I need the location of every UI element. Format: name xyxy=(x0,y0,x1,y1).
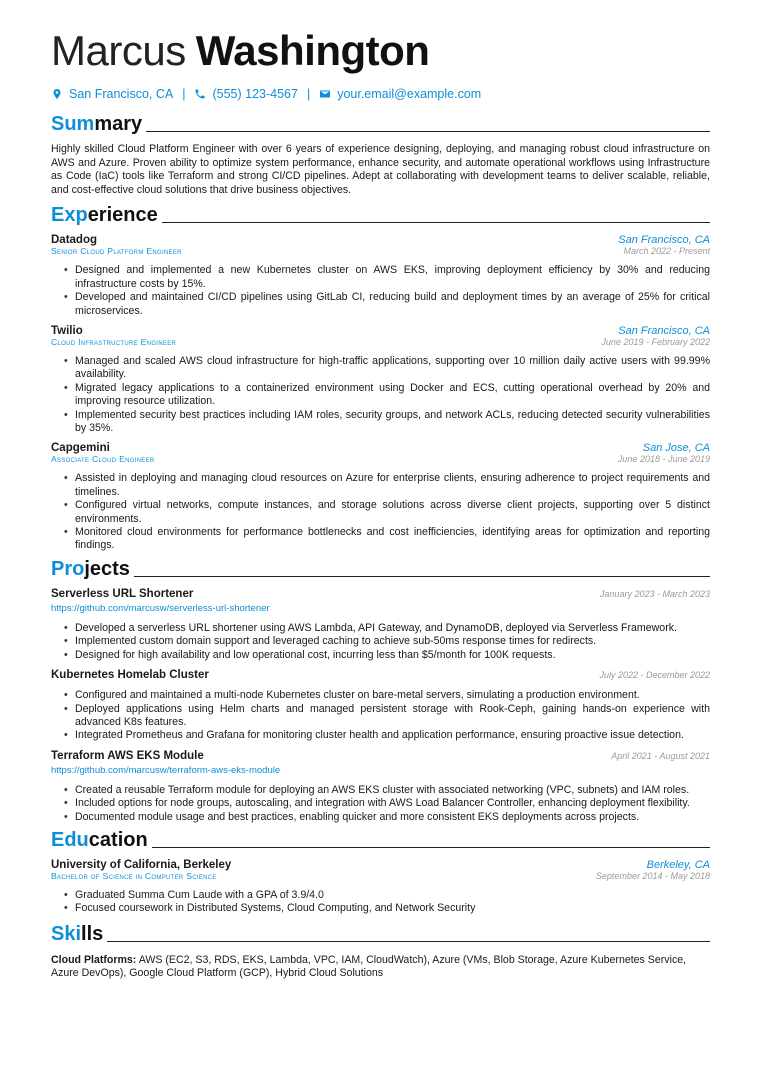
title-accent: Edu xyxy=(51,828,89,851)
job-role: Senior Cloud Platform Engineer xyxy=(51,246,182,257)
job-role: Cloud Infrastructure Engineer xyxy=(51,337,177,347)
bullet-item: • Implemented custom domain support and leveraged caching to achieve sub-50ms response times for redirects. xyxy=(75,635,710,648)
bullet-item: • Developed and maintained CI/CD pipelines using GitLab CI, reducing build and deployment times by an average of 25% for critical microservices. xyxy=(75,291,710,318)
title-rest: erience xyxy=(87,204,158,227)
contact-line xyxy=(51,86,710,102)
job-bullets xyxy=(51,264,710,318)
title-accent: Pro xyxy=(51,557,85,580)
title-accent: Ski xyxy=(51,922,82,945)
company-name: Capgemini xyxy=(51,442,110,455)
section-rule xyxy=(162,222,710,223)
bullet-item: • Included options for node groups, autoscaling, and integration with AWS Load Balancer Controller, enhancing deployment flexibility. xyxy=(75,797,710,810)
project-bullets xyxy=(51,784,710,824)
job-location: San Francisco, CA xyxy=(618,325,710,337)
job-location: San Francisco, CA xyxy=(618,234,710,247)
bullet-item: • Managed and scaled AWS cloud infrastructure for high-traffic applications, supporting over 10 million daily active users with 99.99% availability. xyxy=(75,355,710,382)
job-dates: June 2018 - June 2019 xyxy=(617,454,710,465)
location-item xyxy=(51,87,173,101)
contact-separator: | xyxy=(182,87,186,101)
project-bullets xyxy=(51,622,710,662)
education-heading xyxy=(51,828,710,852)
title-rest: mary xyxy=(94,113,143,135)
bullet-item: • Migrated legacy applications to a containerized environment using Docker and ECS, cutting operational overhead by 20% and improving resource utilization. xyxy=(75,382,710,409)
bullet-item: • Designed and implemented a new Kubernetes cluster on AWS EKS, improving deployment efficiency by 30% and reducing infrastructure costs by 15%. xyxy=(75,264,710,291)
email-link: your.email@example.com xyxy=(337,87,482,101)
job-entry xyxy=(51,325,710,435)
location-text: San Francisco, CA xyxy=(69,87,174,101)
last-name: Washington xyxy=(195,27,430,74)
education-bullets xyxy=(51,889,710,916)
phone-item[interactable] xyxy=(194,87,297,101)
project-bullets xyxy=(51,689,710,743)
email-item[interactable] xyxy=(319,87,481,101)
map-pin-icon xyxy=(51,88,63,100)
skills-heading xyxy=(51,922,710,946)
bullet-item: • Designed for high availability and low operational cost, incurring less than $5/month for 100K requests. xyxy=(75,649,710,662)
project-dates: July 2022 - December 2022 xyxy=(599,670,710,681)
project-dates: January 2023 - March 2023 xyxy=(599,588,710,599)
project-entry xyxy=(51,588,710,662)
bullet-item: • Documented module usage and best practices, enabling quicker and more consistent EKS deployments across projects. xyxy=(75,811,710,824)
project-name: Terraform AWS EKS Module xyxy=(51,749,204,762)
bullet-item: • Developed a serverless URL shortener using AWS Lambda, API Gateway, and DynamoDB, deployed via Serverless Framework. xyxy=(75,622,710,635)
education-entry xyxy=(51,859,710,916)
section-title xyxy=(51,557,130,581)
bullet-item: • Created a reusable Terraform module for deploying an AWS EKS cluster with associated networking (VPC, subnets) and IAM roles. xyxy=(75,784,710,797)
section-rule xyxy=(146,131,710,132)
education-dates: September 2014 - May 2018 xyxy=(595,870,710,881)
section-title xyxy=(51,922,103,946)
job-entry xyxy=(51,442,710,552)
job-role: Associate Cloud Engineer xyxy=(51,454,155,465)
title-accent: Exp xyxy=(51,204,88,227)
skills-label: Cloud Platforms: xyxy=(51,953,137,966)
bullet-item: • Deployed applications using Helm charts and managed persistent storage with Rook-Ceph, gaining hands-on experience with advanced K8s features. xyxy=(75,703,710,730)
projects-heading xyxy=(51,557,710,581)
bullet-item: • Graduated Summa Cum Laude with a GPA of 3.9/4.0 xyxy=(75,889,710,902)
skills-text: AWS (EC2, S3, RDS, EKS, Lambda, VPC, IAM, CloudWatch), Azure (VMs, Blob Storage, Azure Kubernetes Service, Azure DevOps), Google Cloud Platform (GCP), Hybrid Cloud Solutions xyxy=(51,953,687,980)
project-name: Kubernetes Homelab Cluster xyxy=(51,669,209,682)
bullet-item: • Assisted in deploying and managing cloud resources on Azure for enterprise clients, ensuring adherence to project requirements and timelines. xyxy=(75,472,710,499)
skills-line xyxy=(51,954,710,981)
section-rule xyxy=(107,941,710,942)
title-rest: jects xyxy=(84,557,130,580)
school-name: University of California, Berkeley xyxy=(51,858,232,871)
school-location: Berkeley, CA xyxy=(646,858,710,871)
experience-heading xyxy=(51,203,710,227)
job-entry xyxy=(51,234,710,318)
section-title xyxy=(51,203,158,227)
summary-text: Highly skilled Cloud Platform Engineer with over 6 years of experience designing, deploying, and managing robust cloud infrastructure on AWS and Azure. Proven ability to optimize system performance, enhance security, and automate operational workflows using Infrastructure as Code (IaC) tools like Terraform and strong CI/CD pipelines. Adept at collaborating with development teams to deliver scalable, reliable, and cost-effective cloud solutions that drive business objectives. xyxy=(51,143,710,196)
section-rule xyxy=(152,847,710,848)
bullet-item: • Configured virtual networks, compute instances, and storage solutions across diverse client projects, supporting over 5 distinct environments. xyxy=(75,499,710,526)
job-bullets xyxy=(51,355,710,435)
job-location: San Jose, CA xyxy=(642,442,710,455)
phone-text: (555) 123-4567 xyxy=(212,87,298,101)
envelope-icon xyxy=(319,88,331,100)
title-rest: cation xyxy=(88,828,148,851)
project-entry xyxy=(51,669,710,743)
title-rest: lls xyxy=(81,922,104,945)
summary-heading xyxy=(51,112,710,136)
first-name: Marcus xyxy=(51,27,186,74)
degree: Bachelor of Science in Computer Science xyxy=(51,870,217,881)
company-name: Datadog xyxy=(51,234,97,247)
bullet-item: • Integrated Prometheus and Grafana for monitoring cluster health and application performance, ensuring proactive issue detection. xyxy=(75,729,710,742)
project-dates: April 2021 - August 2021 xyxy=(611,750,710,761)
project-entry xyxy=(51,750,710,824)
section-title xyxy=(51,828,148,852)
section-rule xyxy=(134,576,710,577)
bullet-item: • Focused coursework in Distributed Systems, Cloud Computing, and Network Security xyxy=(75,902,710,915)
phone-icon xyxy=(194,88,206,100)
contact-separator: | xyxy=(306,87,311,101)
job-dates: June 2019 - February 2022 xyxy=(601,337,710,347)
title-accent: Sum xyxy=(51,113,95,135)
bullet-item: • Configured and maintained a multi-node Kubernetes cluster on bare-metal servers, simulating a production environment. xyxy=(75,689,710,702)
candidate-name xyxy=(51,28,710,74)
project-link[interactable]: https://github.com/marcusw/terraform-aws-eks-module xyxy=(51,764,281,776)
project-name: Serverless URL Shortener xyxy=(51,587,194,600)
section-title xyxy=(51,112,142,136)
company-name: Twilio xyxy=(51,325,83,337)
project-link[interactable]: https://github.com/marcusw/serverless-url-shortener xyxy=(51,602,270,614)
job-dates: March 2022 - Present xyxy=(623,246,710,257)
bullet-item: • Implemented security best practices including IAM roles, security groups, and network ACLs, reducing detected security vulnerabilities by 35%. xyxy=(75,409,710,436)
resume-page xyxy=(51,28,710,981)
bullet-item: • Monitored cloud environments for performance bottlenecks and cost inefficiencies, identifying areas for optimization and reporting findings. xyxy=(75,526,710,553)
job-bullets xyxy=(51,472,710,552)
